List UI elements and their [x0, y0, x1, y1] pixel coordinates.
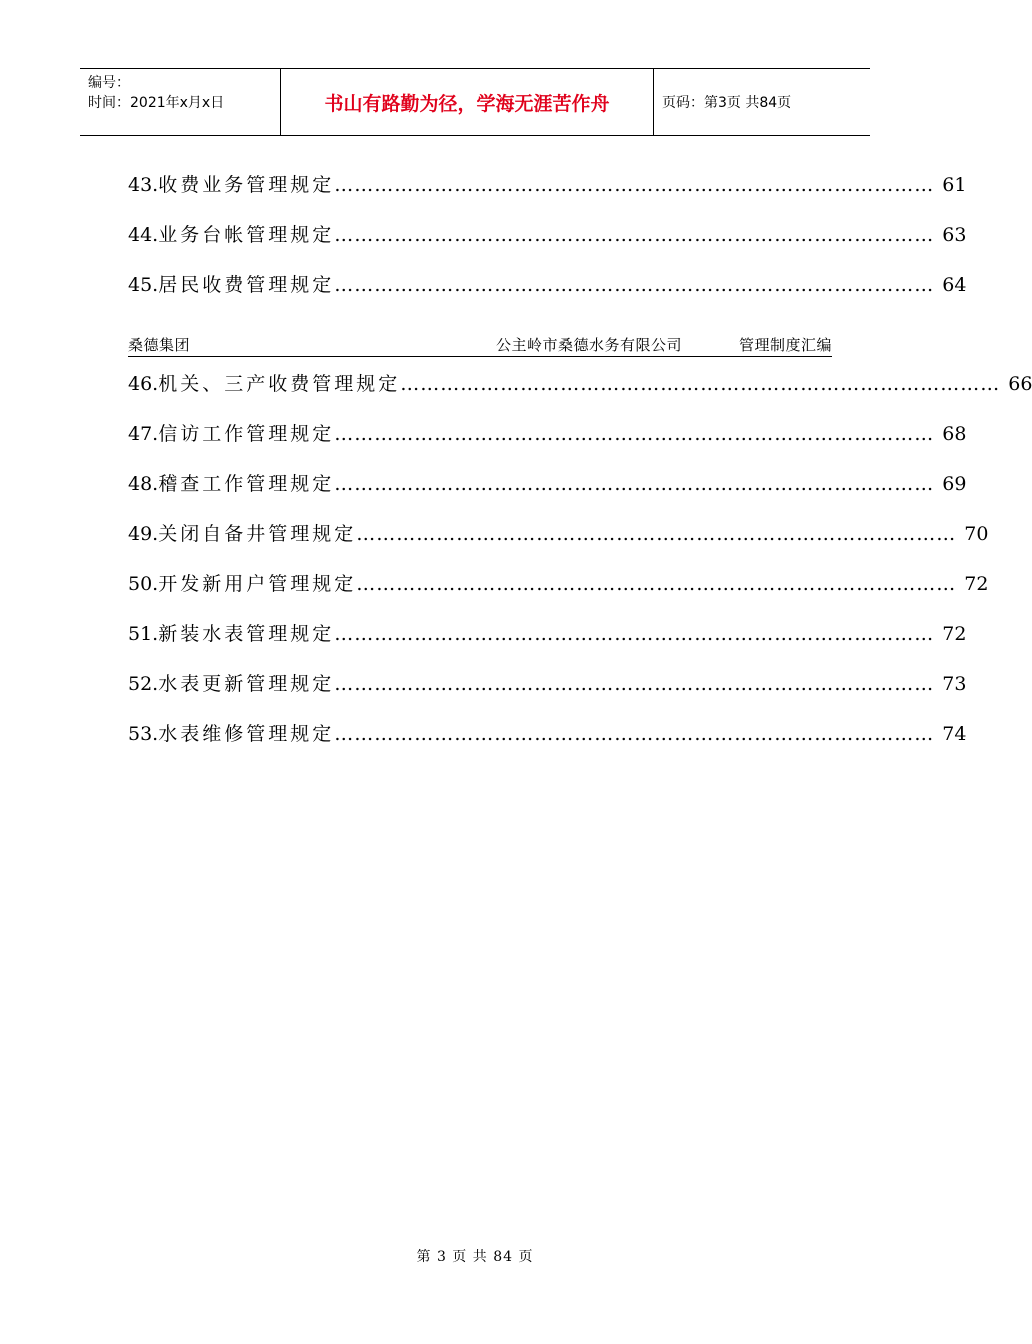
toc-entry-title: 机关、三产收费管理规定	[158, 373, 401, 395]
toc-entry-title: 水表维修管理规定	[158, 723, 335, 745]
toc-leader-dots: ………………………………………………………………………………	[334, 723, 935, 745]
toc-entry-title: 业务台帐管理规定	[158, 224, 335, 246]
toc-entry[interactable]	[128, 419, 967, 449]
toc-entry[interactable]	[128, 270, 967, 300]
toc-leader-dots: ………………………………………………………………………………	[334, 224, 935, 246]
toc-entry-title: 信访工作管理规定	[158, 423, 335, 445]
running-header-company: 桑德集团	[128, 336, 191, 354]
document-header	[80, 68, 870, 136]
toc-entry-page: 73	[942, 673, 967, 695]
running-header	[128, 334, 832, 357]
page-footer: 第 3 页 共 84 页	[416, 1249, 534, 1265]
toc-entry-page: 63	[942, 224, 967, 246]
toc-entry-page: 66	[1008, 373, 1032, 395]
header-meta	[80, 69, 281, 135]
toc-entry[interactable]	[128, 519, 989, 549]
toc-entry-number: 45.	[128, 274, 159, 296]
toc-leader-dots: ………………………………………………………………………………	[334, 473, 935, 495]
toc-leader-dots: ………………………………………………………………………………	[356, 523, 957, 545]
toc-entry-page: 70	[964, 523, 989, 545]
toc-entry-title: 开发新用户管理规定	[158, 573, 357, 595]
toc-entry-title: 稽查工作管理规定	[158, 473, 335, 495]
toc-entry-page: 61	[942, 174, 967, 196]
header-page-info: 页码：第3页 共84页	[662, 95, 792, 111]
toc-entry[interactable]	[128, 220, 967, 250]
toc-entry[interactable]	[128, 369, 1032, 399]
toc-entry-page: 68	[942, 423, 967, 445]
toc-entry-number: 49.	[128, 523, 159, 545]
toc-entry-page: 74	[942, 723, 967, 745]
toc-entry-number: 52.	[128, 673, 159, 695]
toc-entry[interactable]	[128, 619, 967, 649]
toc-entry[interactable]	[128, 669, 967, 699]
toc-entry-number: 50.	[128, 573, 159, 595]
toc-leader-dots: ………………………………………………………………………………	[334, 174, 935, 196]
toc-entry-number: 44.	[128, 224, 159, 246]
toc-entry-number: 48.	[128, 473, 159, 495]
toc-entry-number: 53.	[128, 723, 159, 745]
toc-entry[interactable]	[128, 170, 967, 200]
toc-leader-dots: ………………………………………………………………………………	[334, 423, 935, 445]
toc-entry-page: 64	[942, 274, 967, 296]
toc-entry[interactable]	[128, 569, 989, 599]
toc-leader-dots: ………………………………………………………………………………	[334, 274, 935, 296]
toc-leader-dots: ………………………………………………………………………………	[400, 373, 1001, 395]
toc-entry-page: 69	[942, 473, 967, 495]
running-header-title: 管理制度汇编	[738, 336, 832, 354]
toc-entry[interactable]	[128, 719, 967, 749]
toc-entry[interactable]	[128, 469, 967, 499]
toc-leader-dots: ………………………………………………………………………………	[356, 573, 957, 595]
toc-entry-number: 43.	[128, 174, 159, 196]
toc-leader-dots: ………………………………………………………………………………	[334, 623, 935, 645]
toc-entry-number: 51.	[128, 623, 159, 645]
toc-entry-title: 关闭自备井管理规定	[158, 523, 357, 545]
toc-entry-title: 新装水表管理规定	[158, 623, 335, 645]
toc-leader-dots: ………………………………………………………………………………	[334, 673, 935, 695]
toc-entry-title: 居民收费管理规定	[158, 274, 335, 296]
toc-entry-page: 72	[942, 623, 967, 645]
toc-entry-title: 收费业务管理规定	[158, 174, 335, 196]
header-time: 时间：2021年x月x日	[88, 95, 225, 111]
running-header-subsidiary: 公主岭市桑德水务有限公司	[496, 336, 683, 354]
header-number: 编号：	[88, 75, 130, 91]
toc-entry-title: 水表更新管理规定	[158, 673, 335, 695]
toc-entry-number: 46.	[128, 373, 159, 395]
toc-entry-page: 72	[964, 573, 989, 595]
toc-entry-number: 47.	[128, 423, 159, 445]
header-motto: 书山有路勤为径，学海无涯苦作舟	[281, 69, 654, 135]
